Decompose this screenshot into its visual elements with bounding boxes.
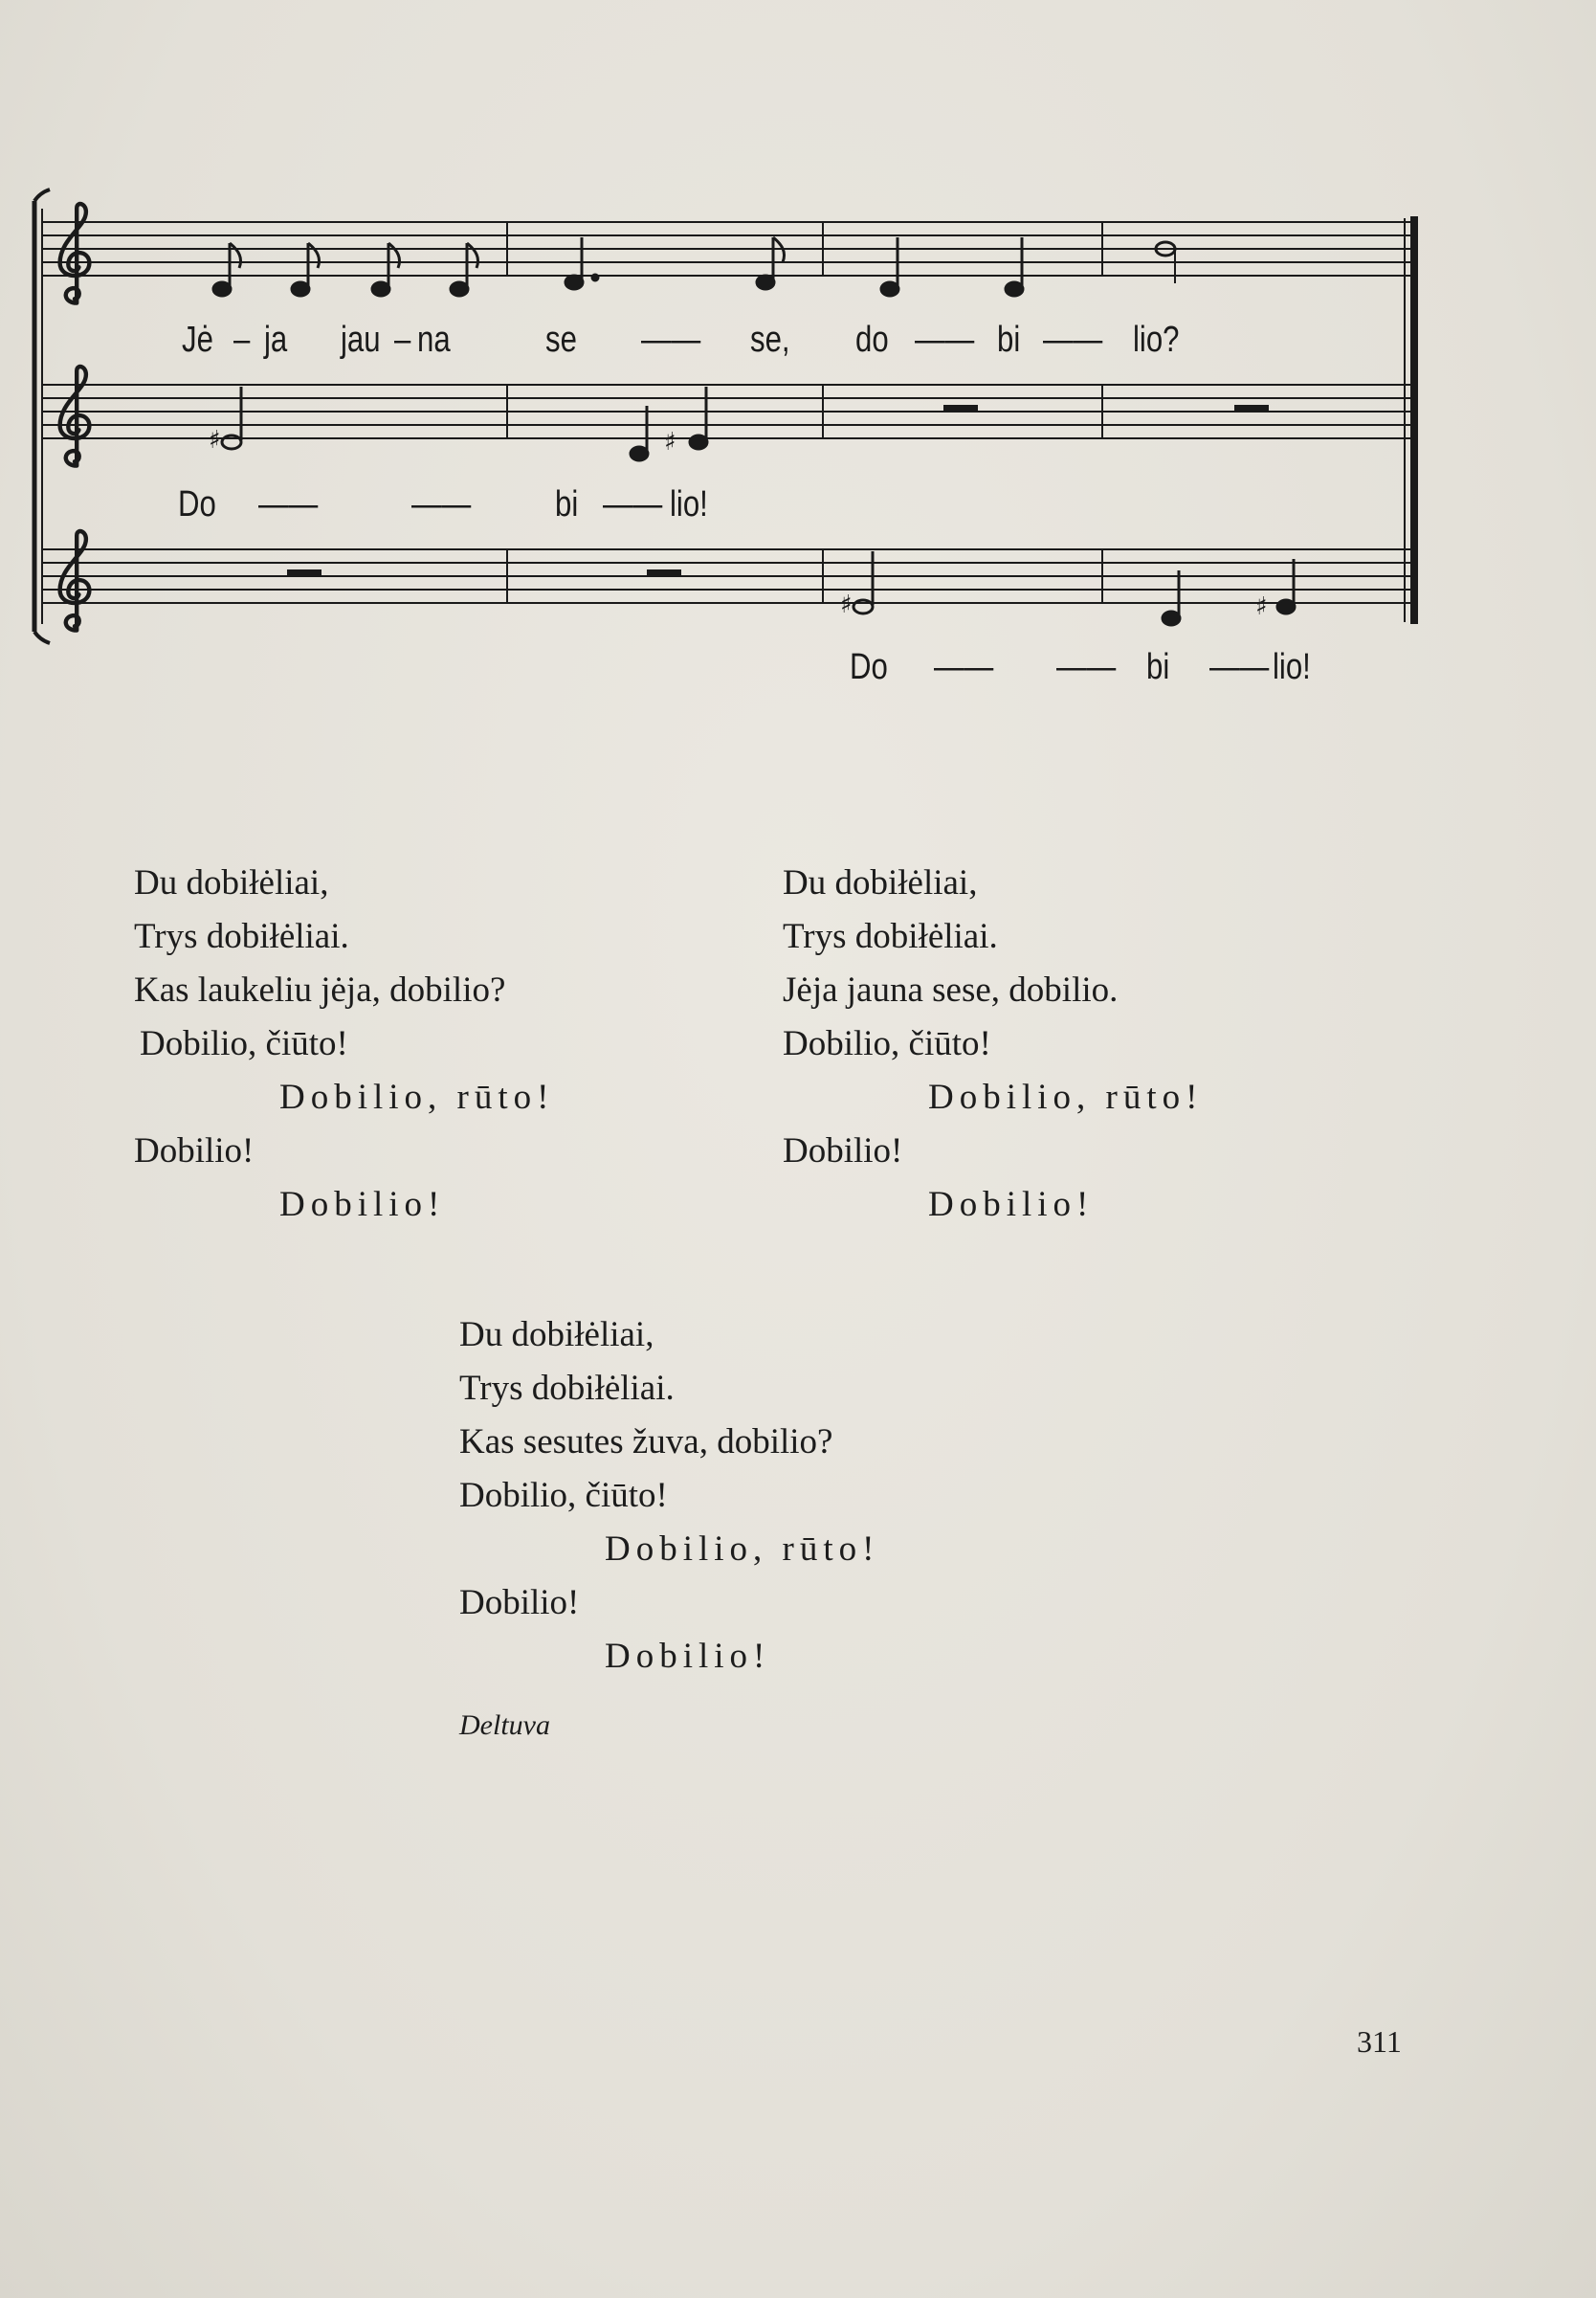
syllable: —— bbox=[603, 484, 663, 524]
syllable: – bbox=[233, 320, 251, 360]
svg-text:♯: ♯ bbox=[664, 428, 676, 457]
staff-2 bbox=[42, 385, 1414, 438]
stanza-line: Dobilio, rūto! bbox=[279, 1078, 555, 1117]
stanza-line: Dobilio! bbox=[605, 1637, 771, 1676]
stanza-line: Dobilio! bbox=[134, 1131, 255, 1171]
svg-text:♯: ♯ bbox=[209, 426, 221, 455]
syllable: Do bbox=[850, 647, 888, 687]
page-number: 311 bbox=[1357, 2024, 1402, 2059]
staff-1 bbox=[42, 222, 1414, 276]
stanza-line: Dobilio! bbox=[279, 1185, 446, 1224]
stanza-line: Trys dobiłėliai. bbox=[783, 917, 998, 956]
stanza-line: Kas sesutes žuva, dobilio? bbox=[459, 1422, 833, 1461]
syllable: se, bbox=[750, 320, 790, 360]
stanza-line: Dobilio! bbox=[928, 1185, 1095, 1224]
syllable: —— bbox=[915, 320, 975, 360]
syllable: —— bbox=[258, 484, 319, 524]
syllable: —— bbox=[641, 320, 701, 360]
staff-1-notes bbox=[213, 237, 1188, 296]
place-of-origin: Deltuva bbox=[459, 1709, 550, 1741]
stanza-line: Dobilio! bbox=[459, 1583, 580, 1622]
syllable: bi bbox=[1146, 647, 1170, 687]
syllable: —— bbox=[1043, 320, 1103, 360]
stanza-line: Dobilio, čiūto! bbox=[783, 1024, 991, 1063]
stanza-line: Dobilio, rūto! bbox=[605, 1529, 880, 1569]
syllable: lio? bbox=[1133, 320, 1180, 360]
svg-text:♯: ♯ bbox=[840, 591, 853, 619]
syllable: bi bbox=[555, 484, 579, 524]
stanza-line: Du dobiłėliai, bbox=[134, 863, 329, 903]
stanza-line: Du dobiłėliai, bbox=[783, 863, 978, 903]
stanza-line: Jėja jauna sese, dobilio. bbox=[783, 971, 1119, 1010]
stanza-line: Kas laukeliu jėja, dobilio? bbox=[134, 971, 506, 1010]
treble-clef-icon bbox=[60, 367, 90, 466]
stanza-line: Dobilio, rūto! bbox=[928, 1078, 1204, 1117]
syllable: na bbox=[417, 320, 451, 360]
syllable: —— bbox=[1209, 647, 1270, 687]
syllable: —— bbox=[1056, 647, 1117, 687]
stanza-line: Trys dobiłėliai. bbox=[459, 1369, 675, 1408]
stanza-line: Du dobiłėliai, bbox=[459, 1315, 654, 1354]
syllable: do bbox=[855, 320, 889, 360]
syllable: Do bbox=[178, 484, 216, 524]
stanza-line: Dobilio! bbox=[783, 1131, 903, 1171]
syllable: lio! bbox=[670, 484, 708, 524]
syllable: —— bbox=[934, 647, 994, 687]
syllable: lio! bbox=[1273, 647, 1311, 687]
syllable: jau bbox=[341, 320, 381, 360]
syllable: —— bbox=[411, 484, 472, 524]
syllable: bi bbox=[997, 320, 1021, 360]
syllable: – bbox=[394, 320, 411, 360]
stanza-line: Dobilio, čiūto! bbox=[459, 1476, 668, 1515]
svg-text:♯: ♯ bbox=[1255, 592, 1268, 621]
music-score bbox=[0, 0, 1596, 727]
syllable: ja bbox=[264, 320, 288, 360]
syllable: se bbox=[545, 320, 577, 360]
syllable: Jė bbox=[182, 320, 213, 360]
treble-clef-icon bbox=[60, 531, 90, 631]
treble-clef-icon bbox=[60, 204, 90, 303]
staff-3 bbox=[42, 549, 1414, 603]
stanza-line: Dobilio, čiūto! bbox=[140, 1024, 348, 1063]
stanza-line: Trys dobiłėliai. bbox=[134, 917, 349, 956]
system-bracket bbox=[34, 190, 50, 643]
